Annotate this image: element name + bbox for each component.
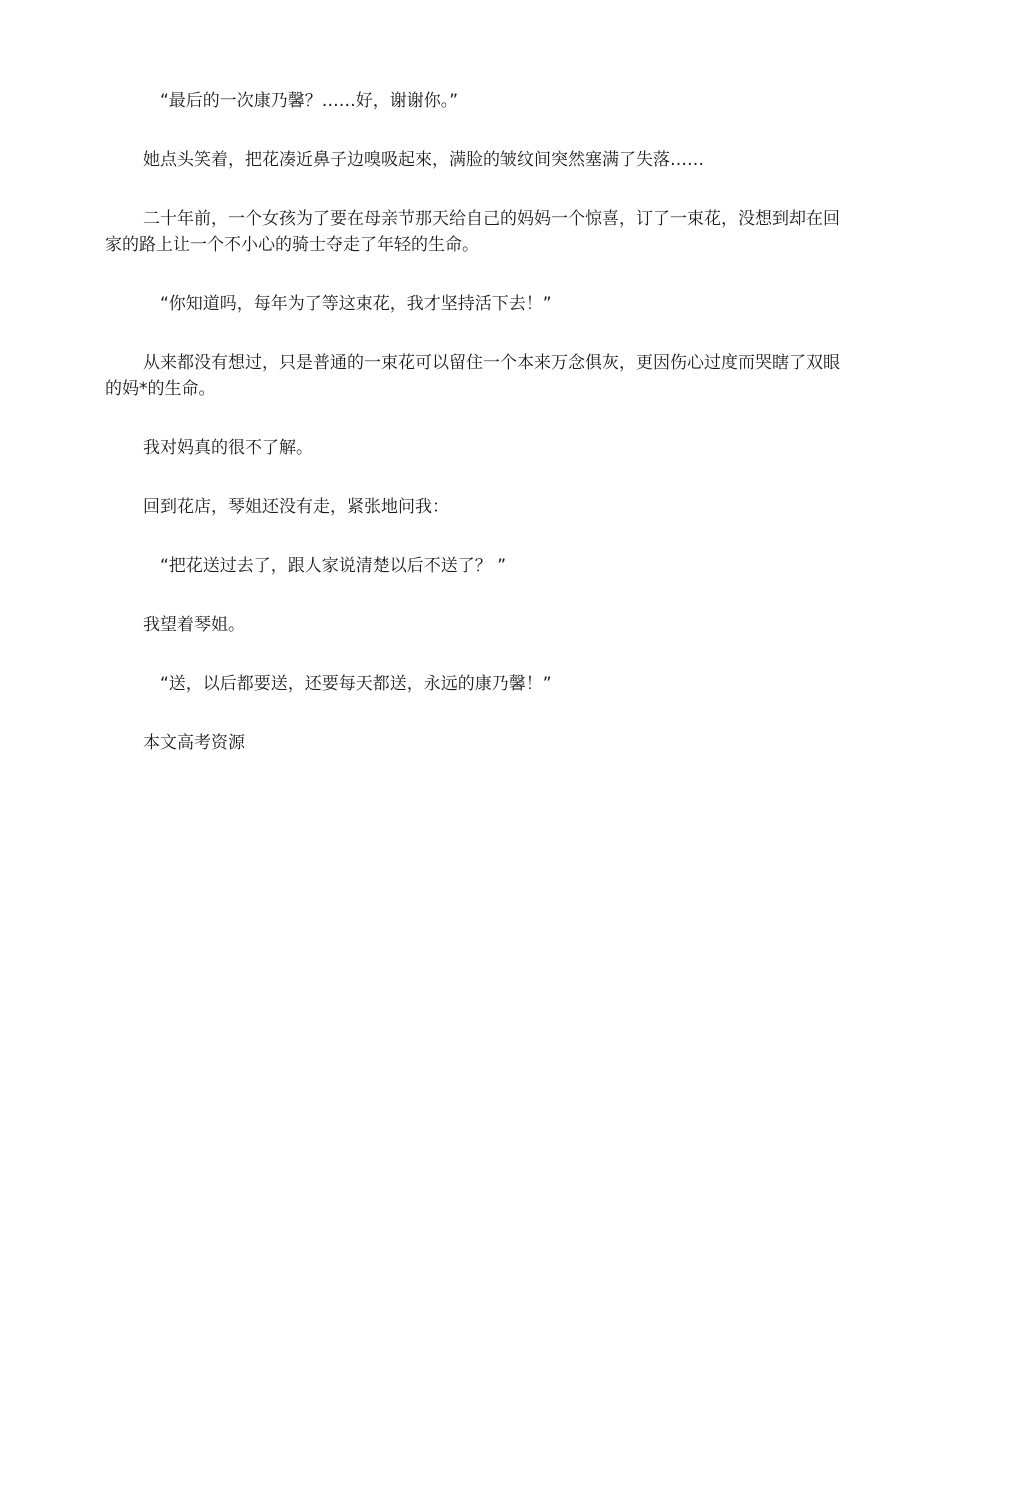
paragraph-7: 回到花店，琴姐还没有走，紧张地问我： xyxy=(143,497,449,517)
paragraph-10: “送，以后都要送，还要每天都送，永远的康乃馨！” xyxy=(160,674,552,694)
paragraph-3: 二十年前，一个女孩为了要在母亲节那天给自己的妈妈一个惊喜，订了一束花，没想到却在回家的路上让一个不小心的骑士夺走了年轻的生命。 xyxy=(105,209,840,255)
paragraph-11: 本文高考资源 xyxy=(143,733,245,753)
paragraph-1: “最后的一次康乃馨？……好，谢谢你。” xyxy=(160,91,459,111)
paragraph-4: “你知道吗，每年为了等这束花，我才坚持活下去！” xyxy=(160,294,552,314)
paragraph-9: 我望着琴姐。 xyxy=(143,615,245,635)
paragraph-2: 她点头笑着，把花凑近鼻子边嗅吸起來，满脸的皱纹间突然塞满了失落…… xyxy=(143,150,704,170)
paragraph-5: 从来都没有想过，只是普通的一束花可以留住一个本来万念俱灰，更因伤心过度而哭瞎了双眼的妈*的生命。 xyxy=(105,353,840,399)
paragraph-6: 我对妈真的很不了解。 xyxy=(143,438,313,458)
document-page xyxy=(105,88,845,756)
paragraph-8: “把花送过去了，跟人家说清楚以后不送了？ ” xyxy=(160,556,507,576)
